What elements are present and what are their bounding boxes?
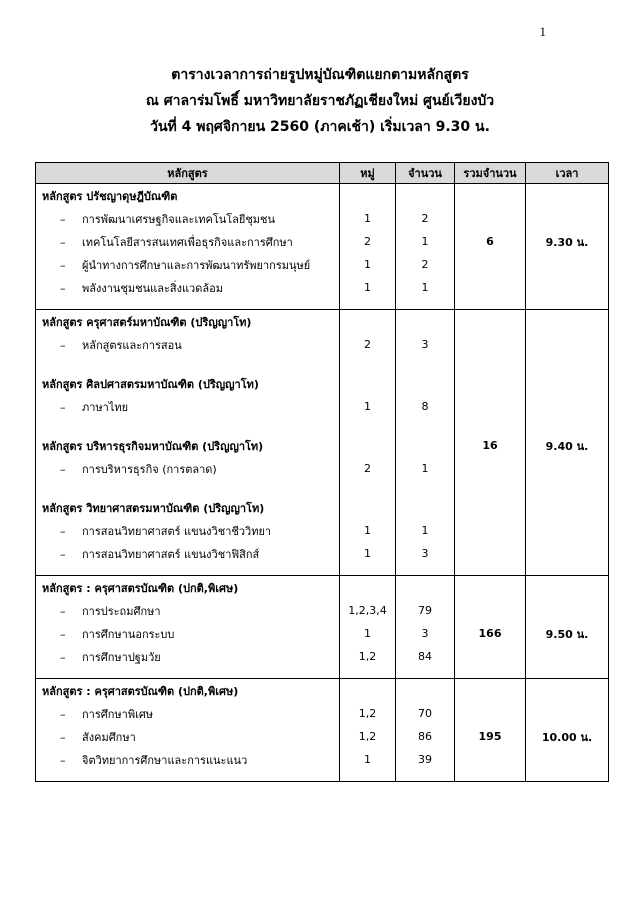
empty-cell <box>396 480 455 496</box>
empty-cell <box>526 207 609 230</box>
empty-cell <box>396 434 455 457</box>
dash-marker: – <box>60 258 66 272</box>
major-cell <box>36 333 340 356</box>
count-cell: 3 <box>396 542 455 565</box>
program-title: หลักสูตร วิทยาศาสตรมหาบัณฑิต (ปริญญาโท) <box>36 496 340 519</box>
empty-cell <box>340 679 396 703</box>
empty-cell <box>396 372 455 395</box>
empty-cell <box>526 748 609 771</box>
empty-cell <box>526 310 609 334</box>
major-cell <box>36 645 340 668</box>
major-cell <box>36 702 340 725</box>
count-cell: 3 <box>396 622 455 645</box>
empty-cell <box>455 299 526 310</box>
group-cell: 1 <box>340 542 396 565</box>
program-title: หลักสูตร : ครุศาสตรบัณฑิต (ปกติ,พิเศษ) <box>36 576 340 600</box>
empty-cell <box>396 356 455 372</box>
empty-cell <box>526 356 609 372</box>
empty-cell <box>455 565 526 576</box>
major-cell <box>36 748 340 771</box>
spacer-row <box>36 565 609 576</box>
schedule-table <box>35 162 609 782</box>
spacer-row <box>36 356 609 372</box>
major-name: การศึกษาปฐมวัย <box>82 650 161 664</box>
dash-marker: – <box>60 627 66 641</box>
empty-cell <box>526 599 609 622</box>
table-row <box>36 748 609 771</box>
time-cell: 9.30 น. <box>526 230 609 253</box>
program-title: หลักสูตร ครุศาสตร์มหาบัณฑิต (ปริญญาโท) <box>36 310 340 334</box>
empty-cell <box>526 480 609 496</box>
count-cell: 86 <box>396 725 455 748</box>
group-cell: 1,2 <box>340 702 396 725</box>
major-cell <box>36 599 340 622</box>
major-cell <box>36 542 340 565</box>
table-row <box>36 395 609 418</box>
table-row <box>36 457 609 480</box>
document-header <box>0 62 640 140</box>
dash-marker: – <box>60 338 66 352</box>
spacer-row <box>36 668 609 679</box>
program-header-row <box>36 496 609 519</box>
count-cell: 79 <box>396 599 455 622</box>
empty-cell <box>340 434 396 457</box>
group-cell: 2 <box>340 230 396 253</box>
empty-cell <box>455 207 526 230</box>
header-title: ตารางเวลาการถ่ายรูปหมู่บัณฑิตแยกตามหลักสูตร <box>171 67 469 83</box>
major-name: ภาษาไทย <box>82 400 129 414</box>
count-cell: 3 <box>396 333 455 356</box>
empty-cell <box>340 310 396 334</box>
empty-cell <box>396 299 455 310</box>
major-name: การศึกษาพิเศษ <box>82 707 154 721</box>
empty-cell <box>455 748 526 771</box>
empty-cell <box>396 576 455 600</box>
total-cell: 166 <box>455 622 526 645</box>
major-cell <box>36 622 340 645</box>
table-header-row <box>36 163 609 184</box>
group-cell: 1,2,3,4 <box>340 599 396 622</box>
group-cell: 1 <box>340 519 396 542</box>
empty-cell <box>396 565 455 576</box>
major-name: การประถมศึกษา <box>82 604 161 618</box>
dash-marker: – <box>60 235 66 249</box>
empty-cell <box>340 565 396 576</box>
time-cell: 9.50 น. <box>526 622 609 645</box>
header-venue: ณ ศาลาร่มโพธิ์ มหาวิทยาลัยราชภัฏเชียงใหม่ ศูนย์เวียงบัว <box>145 93 495 109</box>
empty-cell <box>526 668 609 679</box>
group-cell: 1,2 <box>340 645 396 668</box>
dash-marker: – <box>60 707 66 721</box>
program-title: หลักสูตร ปรัชญาดุษฎีบัณฑิต <box>36 184 340 208</box>
empty-cell <box>36 668 340 679</box>
empty-cell <box>526 771 609 782</box>
table-row <box>36 333 609 356</box>
dash-marker: – <box>60 462 66 476</box>
spacer-row <box>36 418 609 434</box>
major-name: จิตวิทยาการศึกษาและการแนะแนว <box>82 753 248 767</box>
empty-cell <box>36 418 340 434</box>
major-name: พลังงานชุมชนและสิ่งแวดล้อม <box>82 281 223 295</box>
count-cell: 1 <box>396 519 455 542</box>
table-row <box>36 725 609 748</box>
table-row <box>36 599 609 622</box>
empty-cell <box>526 395 609 418</box>
group-cell: 1 <box>340 622 396 645</box>
program-title: หลักสูตร : ครุศาสตรบัณฑิต (ปกติ,พิเศษ) <box>36 679 340 703</box>
empty-cell <box>396 771 455 782</box>
empty-cell <box>455 702 526 725</box>
program-title: หลักสูตร บริหารธุรกิจมหาบัณฑิต (ปริญญาโท) <box>36 434 340 457</box>
total-cell: 6 <box>455 230 526 253</box>
group-cell: 1 <box>340 253 396 276</box>
empty-cell <box>340 480 396 496</box>
col-header-time: เวลา <box>526 163 609 184</box>
empty-cell <box>36 565 340 576</box>
empty-cell <box>455 333 526 356</box>
empty-cell <box>396 184 455 208</box>
empty-cell <box>526 576 609 600</box>
major-name: การสอนวิทยาศาสตร์ แขนงวิชาฟิสิกส์ <box>82 547 260 561</box>
empty-cell <box>455 679 526 703</box>
col-header-group: หมู่ <box>340 163 396 184</box>
empty-cell <box>455 310 526 334</box>
empty-cell <box>526 702 609 725</box>
empty-cell <box>340 668 396 679</box>
dash-marker: – <box>60 604 66 618</box>
count-cell: 70 <box>396 702 455 725</box>
program-header-row <box>36 184 609 208</box>
empty-cell <box>340 418 396 434</box>
schedule-body <box>36 184 609 782</box>
count-cell: 2 <box>396 207 455 230</box>
dash-marker: – <box>60 547 66 561</box>
empty-cell <box>526 496 609 519</box>
major-name: หลักสูตรและการสอน <box>82 338 182 352</box>
empty-cell <box>340 356 396 372</box>
table-row <box>36 207 609 230</box>
major-name: การสอนวิทยาศาสตร์ แขนงวิชาชีววิทยา <box>82 524 272 538</box>
empty-cell <box>455 576 526 600</box>
dash-marker: – <box>60 730 66 744</box>
program-header-row <box>36 576 609 600</box>
count-cell: 8 <box>396 395 455 418</box>
empty-cell <box>526 372 609 395</box>
major-cell <box>36 395 340 418</box>
empty-cell <box>455 418 526 434</box>
table-row <box>36 542 609 565</box>
dash-marker: – <box>60 281 66 295</box>
spacer-row <box>36 480 609 496</box>
time-cell: 9.40 น. <box>526 434 609 457</box>
empty-cell <box>455 184 526 208</box>
dash-marker: – <box>60 524 66 538</box>
major-name: สังคมศึกษา <box>82 730 136 744</box>
empty-cell <box>526 542 609 565</box>
empty-cell <box>340 771 396 782</box>
empty-cell <box>526 645 609 668</box>
empty-cell <box>455 253 526 276</box>
major-name: ผู้นำทางการศึกษาและการพัฒนาทรัพยากรมนุษย์ <box>82 258 311 272</box>
dash-marker: – <box>60 212 66 226</box>
count-cell: 1 <box>396 457 455 480</box>
table-row <box>36 519 609 542</box>
col-header-program: หลักสูตร <box>36 163 340 184</box>
program-header-row <box>36 679 609 703</box>
empty-cell <box>526 333 609 356</box>
empty-cell <box>455 519 526 542</box>
empty-cell <box>340 496 396 519</box>
major-cell <box>36 519 340 542</box>
empty-cell <box>455 599 526 622</box>
empty-cell <box>396 310 455 334</box>
dash-marker: – <box>60 753 66 767</box>
empty-cell <box>36 299 340 310</box>
page-number: 1 <box>539 24 546 39</box>
group-cell: 1 <box>340 207 396 230</box>
major-cell <box>36 725 340 748</box>
count-cell: 1 <box>396 276 455 299</box>
program-header-row <box>36 434 609 457</box>
empty-cell <box>340 576 396 600</box>
empty-cell <box>455 645 526 668</box>
major-name: การพัฒนาเศรษฐกิจและเทคโนโลยีชุมชน <box>82 212 276 226</box>
empty-cell <box>455 771 526 782</box>
table-row <box>36 702 609 725</box>
total-cell: 16 <box>455 434 526 457</box>
empty-cell <box>340 184 396 208</box>
empty-cell <box>526 457 609 480</box>
empty-cell <box>396 679 455 703</box>
empty-cell <box>340 299 396 310</box>
major-cell <box>36 457 340 480</box>
empty-cell <box>526 184 609 208</box>
empty-cell <box>526 519 609 542</box>
empty-cell <box>36 480 340 496</box>
group-cell: 1 <box>340 276 396 299</box>
table-row <box>36 645 609 668</box>
group-cell: 2 <box>340 333 396 356</box>
empty-cell <box>526 679 609 703</box>
major-name: เทคโนโลยีสารสนเทศเพื่อธุรกิจและการศึกษา <box>82 235 293 249</box>
group-cell: 1,2 <box>340 725 396 748</box>
dash-marker: – <box>60 650 66 664</box>
empty-cell <box>455 395 526 418</box>
major-cell <box>36 276 340 299</box>
major-cell <box>36 230 340 253</box>
empty-cell <box>455 496 526 519</box>
empty-cell <box>36 771 340 782</box>
group-cell: 1 <box>340 748 396 771</box>
empty-cell <box>340 372 396 395</box>
table-row <box>36 276 609 299</box>
group-cell: 1 <box>340 395 396 418</box>
header-date-time: วันที่ 4 พฤศจิกายน 2560 (ภาคเช้า) เริ่มเวลา 9.30 น. <box>150 119 490 135</box>
empty-cell <box>455 276 526 299</box>
col-header-total: รวมจำนวน <box>455 163 526 184</box>
program-title: หลักสูตร ศิลปศาสตรมหาบัณฑิต (ปริญญาโท) <box>36 372 340 395</box>
major-cell <box>36 207 340 230</box>
major-cell <box>36 253 340 276</box>
empty-cell <box>455 668 526 679</box>
major-name: การศึกษานอกระบบ <box>82 627 175 641</box>
major-name: การบริหารธุรกิจ (การตลาด) <box>82 462 217 476</box>
empty-cell <box>396 668 455 679</box>
empty-cell <box>455 356 526 372</box>
empty-cell <box>396 418 455 434</box>
empty-cell <box>526 299 609 310</box>
program-header-row <box>36 372 609 395</box>
time-cell: 10.00 น. <box>526 725 609 748</box>
program-header-row <box>36 310 609 334</box>
table-row <box>36 253 609 276</box>
spacer-row <box>36 299 609 310</box>
empty-cell <box>36 356 340 372</box>
count-cell: 2 <box>396 253 455 276</box>
count-cell: 84 <box>396 645 455 668</box>
empty-cell <box>455 480 526 496</box>
empty-cell <box>455 542 526 565</box>
count-cell: 1 <box>396 230 455 253</box>
empty-cell <box>455 372 526 395</box>
empty-cell <box>526 565 609 576</box>
total-cell: 195 <box>455 725 526 748</box>
empty-cell <box>455 457 526 480</box>
count-cell: 39 <box>396 748 455 771</box>
table-row <box>36 230 609 253</box>
empty-cell <box>526 253 609 276</box>
dash-marker: – <box>60 400 66 414</box>
empty-cell <box>526 418 609 434</box>
col-header-count: จำนวน <box>396 163 455 184</box>
group-cell: 2 <box>340 457 396 480</box>
spacer-row <box>36 771 609 782</box>
empty-cell <box>526 276 609 299</box>
empty-cell <box>396 496 455 519</box>
table-row <box>36 622 609 645</box>
